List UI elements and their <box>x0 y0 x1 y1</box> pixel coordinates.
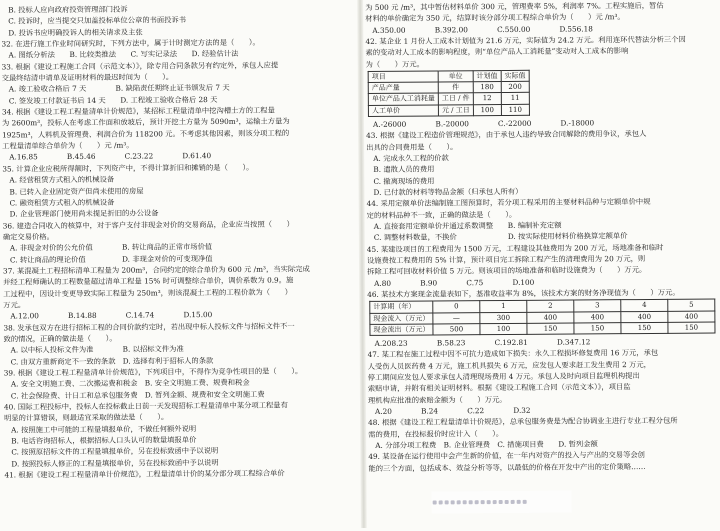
text-line: 48. 根据《建设工程工程量清单计价规范》，总承包服务费是为配合协调业主进行专业工程分包所 <box>368 416 678 428</box>
text-line: 人受伤人员医药费 4 万元，施工机具损失 6 万元，应发包人要求赶工发生费用 2 万元， <box>367 359 651 371</box>
text-line: 38. 发承包双方在进行招标工程的合同价款约定时，若出现中标人投标文件与招标文件不一 <box>3 321 295 333</box>
text-line: 并经工程师确认的工程数量超过清单工程量 15% 时可调整综合单价，调价系数为 0.9。施 <box>3 275 294 287</box>
text-line: B. 电话咨询招标人，根据招标人口头认可的数量填报单价 <box>11 435 197 446</box>
text-line: 为 2600m³，投标人在考虑工作面和放坡后，预计开挖土方量为 5090m³，运输土方量为 <box>1 116 290 128</box>
text-line: B. 遣散人员的费用 <box>373 164 435 175</box>
table-cell: 400 <box>621 311 668 323</box>
text-line: D. 按照投标人修正的工程量填报单价，另在投标致函中予以说明 <box>11 457 219 469</box>
table-cell: 项目 <box>368 71 438 83</box>
table-cell: 150 <box>668 322 715 334</box>
text-line: 32. 在进行施工作业时间研究时，下列方法中，属于计时测定方法的是（ ）。 <box>1 37 260 49</box>
text-line: B. 投标人应向政府投资管理部门投诉 <box>8 4 128 15</box>
right-column <box>365 0 718 474</box>
text-line: 41. 根据《建设工程工程量清单计价规范》，工程量清单计价的某分部分项工程综合单价 <box>4 468 285 480</box>
left-column <box>1 2 358 481</box>
text-line: 工过程中，因设计变更导致实际工程量为 250m³，则该混凝土工程的工程价款为（ ） <box>3 287 293 299</box>
text-line: 43. 根据《建设工程造价管理规范》，由于承包人违约导致合同解除的费用争议，承包人 <box>366 129 647 141</box>
table-cell: 12 <box>473 93 501 104</box>
table-cell: 实际值 <box>501 70 529 81</box>
text-line: A. 直接套用定额单价并通过系数调整 B. 编制补充定额 <box>373 220 562 231</box>
text-line: A.20 B.24 C.22 D.32 <box>374 405 531 416</box>
table-cell: 1 <box>480 301 527 313</box>
table-cell: 元 / 工日 <box>438 104 473 115</box>
table-cell: 150 <box>621 322 668 334</box>
table-cell: 100 <box>473 104 501 115</box>
text-line: A. 以中标人投标文件为准 B. 以招标文件为准 <box>10 344 184 355</box>
text-line: A. 经营租赁方式租入的机械设备 <box>9 174 115 185</box>
text-line: A. 按照施工中可能的工程量填报单价，不做任何额外说明 <box>11 423 197 435</box>
text-line: A.16.85 B.45.46 C.23.22 D.61.40 <box>9 151 212 162</box>
text-line: 为（ ）万元。 <box>365 59 425 69</box>
text-line: 拆除工程可回收材料价值 5 万元。则该项目的场地准备和临时设施费为（ ）万元。 <box>367 265 647 277</box>
table-cell: 400 <box>527 312 574 324</box>
labor-cost-table <box>368 70 530 117</box>
table-cell: 0 <box>433 301 480 313</box>
text-line: A. 非现金对价的公允价值 B. 转让商品的正常市场价值 <box>9 242 213 253</box>
text-line: 44. 采用定额单价法编制施工图预算时，若分项工程采用的主要材料品种与定额单价中规 <box>366 197 651 209</box>
text-line: 33. 根据《建设工程施工合同（示范文本）》，除专用合同条款另有约定外，承包人应提 <box>1 60 279 72</box>
table-cell: 150 <box>574 322 621 334</box>
table-cell: 人工单价 <box>368 105 438 117</box>
table-cell: 110 <box>501 104 529 115</box>
text-line: A.12.00 B.14.88 C.14.74 D.15.00 <box>10 310 213 321</box>
text-line: 45. 某建设项目的工程费用为 1500 万元，工程建设其他费用为 200 万元，场地准备和临时 <box>366 242 664 254</box>
text-line: 37. 某混凝土工程招标清单工程量为 200m³，合同约定的综合单价为 600 元 /m³，当实际完成 <box>3 264 310 276</box>
text-line: C. 融资租赁方式租入的机械设备 <box>9 197 115 208</box>
text-line: C. 投诉时，应当提交只加盖投标单位公章的书面投诉书 <box>8 15 187 26</box>
text-line: 49. 某设备在运行使用中会产生新的价值，在一年内对资产的投入与产出的交易等会创 <box>368 450 645 462</box>
table-cell: 400 <box>668 311 715 323</box>
text-line: 设施费按工程费用的 5% 计算，预计项目完工拆除工程产生的清理费用为 20 万元，则 <box>366 254 646 265</box>
text-line: 确定交易价格。 <box>2 232 54 242</box>
table-cell: 11 <box>501 93 529 104</box>
table-cell: 现金流入（万元） <box>370 313 433 325</box>
text-line: A. 安全文明施工费、二次搬运费和税金 B. 安全文明施工费、规费和税金 <box>10 378 250 389</box>
text-line: 致的情况，正确的做法是（ ）。 <box>3 333 117 344</box>
text-line: C. 撤离现场的费用 <box>373 176 435 186</box>
watermark-overlay <box>432 491 572 514</box>
table-cell: 2 <box>527 300 574 312</box>
text-line: D. 企业管理部门使用尚未提足折旧的办公设备 <box>9 208 159 219</box>
text-line: 47. 某工程在施工过程中因不可抗力造成如下损失：永久工程损坏修复费用 16 万元，承包 <box>367 348 659 360</box>
table-cell: 工日 / 件 <box>438 93 473 104</box>
text-line: A.80 B.90 C.75 D.100 <box>374 277 535 288</box>
table-cell: 计算期（年） <box>370 301 433 313</box>
text-line: C. 转让商品的理论价值 D. 非现金对价的可变现净值 <box>9 253 213 265</box>
table-cell: 400 <box>574 311 621 323</box>
text-line: 明显的计算错误，则最适宜采取的做法是（ ）。 <box>4 412 169 423</box>
text-line: C. 按照原招标文件的工程量填报单价，另在投标致函中予以说明 <box>11 446 219 457</box>
table-cell: 现金流出（万元） <box>370 324 433 336</box>
text-line: 索赔申请，并附有相关证明材料。根据《建设工程施工合同（示范文本）》，项目监 <box>367 382 631 394</box>
text-line: 出具的合同费用是（ ）。 <box>366 141 458 152</box>
table-row <box>370 322 715 336</box>
text-line: B. 已转入企业固定资产但尚未使用的房屋 <box>9 186 144 196</box>
table-cell: 单位 <box>438 71 473 82</box>
text-line: 为 500 元 /m³，其中暂估材料单价 300 元，管理费率 5%，利润率 7%。工程实施后，暂估 <box>365 0 664 12</box>
table-cell: 150 <box>527 323 574 335</box>
text-line: A.-26000 B.-20000 C.-22000 D.-18000 <box>372 118 595 129</box>
text-line: C. 调整材料数量，不换价 D. 按实际使用材料价格换算定额单价 <box>373 231 628 243</box>
table-cell: 产品产量 <box>368 82 438 94</box>
text-line: D. 投诉书应明确投诉人的相关请求及主张 <box>8 27 143 38</box>
text-line: A.350.00 B.392.00 C.550.00 D.556.18 <box>372 24 593 35</box>
text-line: A. 完成永久工程的价款 <box>373 153 449 163</box>
text-line: 35. 计算企业应税所得额时，下列资产中，不得计算折旧和摊销的是（ ）。 <box>2 162 254 174</box>
text-line: C. 由双方重新商定不一致的条款 D. 选择有利于招标人的条款 <box>10 355 214 367</box>
text-line: 39. 根据《建设工程工程量清单计价规范》，下列项目中，不得作为竞争性项目的是（ ）。 <box>3 366 303 378</box>
table-cell: 单位产品人工消耗量 <box>368 93 438 105</box>
text-line: A. 竣工验收合格后 7 天 B. 缺陷责任期终止证书颁发后 7 天 <box>8 83 230 94</box>
text-line: A.208.23 B.58.23 C.192.81 D.347.12 <box>374 337 591 348</box>
text-line: 需的费用，在投标报价时应计入（ ）。 <box>368 428 504 439</box>
text-line: 万元。 <box>3 300 26 310</box>
text-line: 34. 根据《建设工程工程量清单计价规范》，某招标工程量清单中挖沟槽土方的工程量 <box>1 105 275 117</box>
table-cell: 300 <box>480 312 527 324</box>
text-line: C. 签发竣工付款证书后 14 天 D. 工程竣工验收合格后 28 天 <box>8 94 218 106</box>
table-cell: 500 <box>433 323 480 335</box>
right-bottom-block <box>368 335 719 474</box>
table-cell: 100 <box>480 323 527 335</box>
table-cell: 180 <box>473 82 501 93</box>
text-line: 能的三个方面，包括成本、效益分析等等，以最低的价格在开发中产出的定价策略…… <box>368 461 646 473</box>
table-cell: 5 <box>668 299 715 311</box>
text-line: 理机构应批准的索赔金额为（ ）万元。 <box>367 394 507 405</box>
table-cell: 200 <box>501 82 529 93</box>
table-cell: 4 <box>621 300 668 312</box>
text-line: 工程量清单综合单价为（ ）元 /m³。 <box>2 140 134 151</box>
right-top-block <box>365 0 715 70</box>
text-line: A. 分部分项工程费 B. 企业管理费 C. 措施项目费 D. 暂列金额 <box>375 439 598 450</box>
cash-flow-table <box>369 299 715 336</box>
right-middle-block <box>366 116 717 300</box>
text-line: 材料的单价确定为 350 元，结算时该分部分项工程综合单价为（ ）元 /m³。 <box>365 12 625 24</box>
text-line: 46. 某技术方案现金流量表如下，基准收益率为 8%，该技术方案的财务净现值为（ ）万元。 <box>367 287 680 299</box>
table-row <box>368 70 529 82</box>
text-line: 定的材料品种不一致，正确的做法是（ ）。 <box>366 209 517 220</box>
text-line: 42. 某企业 1 月份人工成本计划值为 21.6 万元，实际值为 24.2 万元。利用连环代替法分析三个因 <box>365 34 686 46</box>
text-line: A. 图纸分析法 B. 比较类推法 C. 写实记录法 D. 经验估计法 <box>8 49 239 60</box>
table-cell: 计划值 <box>473 71 501 82</box>
text-line: 素的变动对人工成本的影响程度，则“单位产品人工消耗量”变动对人工成本的影响 <box>365 46 629 58</box>
table-cell: 3 <box>574 300 621 312</box>
text-line: 36. 建造合同收入的核算中，对于客户支付非现金对价的交易商品，企业应当按照（ ） <box>2 218 294 231</box>
text-line: C. 社会保险费、计日工和总承包服务费 D. 暂列金额、规费和安全文明施工费 <box>10 389 265 401</box>
table-row <box>368 104 529 116</box>
text-line: D. 已付款的材料等物品金额（归承包人所有） <box>373 186 523 197</box>
table-cell: 件 <box>438 82 473 93</box>
text-line: 交最终结清申请单及证明材料的最迟时间为（ ）。 <box>1 72 174 83</box>
table-cell: — <box>433 312 480 324</box>
text-line: 1925m³，人料机及管理费、利润合价为 118200 元。不考虑其他因素，则该分项工程的 <box>2 128 290 140</box>
text-line: 停工期间应发包人要求承包人清理现场费用 4 万元。承包人及时向项目监理机构提出 <box>367 371 640 382</box>
text-line: 40. 国际工程投标中，投标人在投标截止日前一天发现招标工程量清单中某分项工程量有 <box>3 400 288 412</box>
